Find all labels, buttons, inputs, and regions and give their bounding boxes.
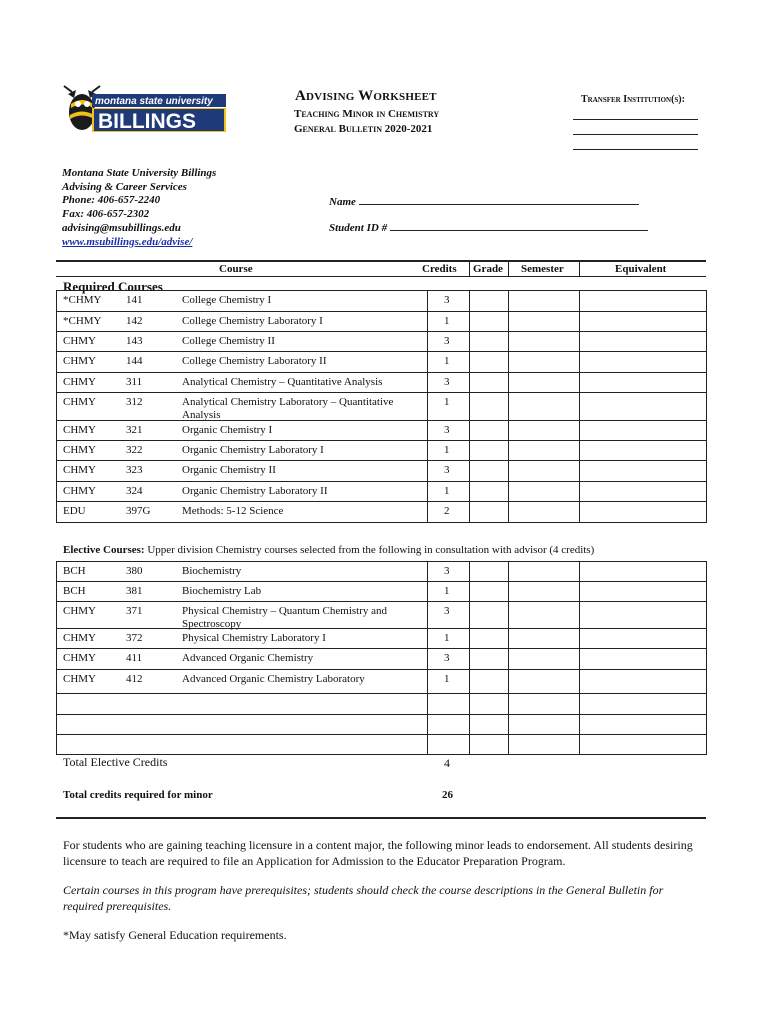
course-credits: 1 xyxy=(444,585,450,597)
course-number: 412 xyxy=(126,673,143,685)
header-divider xyxy=(469,262,470,277)
course-credits: 3 xyxy=(444,376,450,388)
equivalent-cell[interactable] xyxy=(579,601,707,629)
grade-cell[interactable] xyxy=(469,693,509,715)
course-credits: 1 xyxy=(444,485,450,497)
header-divider xyxy=(508,262,509,277)
column-header-grade: Grade xyxy=(473,263,503,275)
semester-cell[interactable] xyxy=(508,501,580,523)
semester-cell[interactable] xyxy=(508,420,580,441)
credits-cell xyxy=(427,693,470,715)
course-number: 381 xyxy=(126,585,143,597)
course-credits: 3 xyxy=(444,294,450,306)
course-number: 380 xyxy=(126,565,143,577)
course-credits: 3 xyxy=(444,424,450,436)
course-number: 144 xyxy=(126,355,143,367)
column-header-equivalent: Equivalent xyxy=(615,263,667,275)
course-number: 141 xyxy=(126,294,143,306)
course-title: Analytical Chemistry Laboratory – Quantitative Analysis xyxy=(182,396,394,421)
credits-cell xyxy=(427,734,470,755)
page-subtitle: Teaching Minor in Chemistry xyxy=(294,108,440,120)
total-elective-credits-value: 4 xyxy=(444,756,450,770)
licensure-note: For students who are gaining teaching licensure in a content major, the following minor leads to endorsement. All students desiring licensure to teach are required to file an Application for Admission to the Educator Preparation Program. xyxy=(63,838,693,868)
course-credits: 1 xyxy=(444,632,450,644)
grade-cell[interactable] xyxy=(469,372,509,393)
grade-cell[interactable] xyxy=(469,669,509,694)
course-prefix: BCH xyxy=(63,585,86,597)
equivalent-cell[interactable] xyxy=(579,351,707,373)
course-prefix: CHMY xyxy=(63,335,97,347)
equivalent-cell[interactable] xyxy=(579,648,707,670)
elective-courses-heading xyxy=(63,544,594,556)
semester-cell[interactable] xyxy=(508,460,580,482)
prerequisite-note: Certain courses in this program have prerequisites; students should check the course descriptions in the General Bulletin for required prerequisites. xyxy=(63,883,664,913)
advising-website-link[interactable]: www.msubillings.edu/advise/ xyxy=(62,235,193,248)
semester-cell[interactable] xyxy=(508,581,580,602)
bulletin-year: General Bulletin 2020-2021 xyxy=(294,123,433,135)
grade-cell[interactable] xyxy=(469,420,509,441)
semester-cell[interactable] xyxy=(508,648,580,670)
page-title: Advising Worksheet xyxy=(295,88,437,104)
elective-heading-label: Elective Courses: xyxy=(63,544,145,556)
course-title: Organic Chemistry Laboratory II xyxy=(182,485,328,497)
course-title: Physical Chemistry – Quantum Chemistry and Spectroscopy xyxy=(182,605,388,630)
transfer-institution-line[interactable] xyxy=(573,119,698,120)
course-cell xyxy=(56,693,428,715)
course-prefix: *CHMY xyxy=(63,315,102,327)
required-courses-heading: Required Courses xyxy=(63,279,163,294)
grade-cell[interactable] xyxy=(469,392,509,421)
course-prefix: CHMY xyxy=(63,424,97,436)
course-number: 321 xyxy=(126,424,143,436)
logo-line2: BILLINGS xyxy=(98,110,196,133)
course-title: Biochemistry xyxy=(182,565,242,577)
total-minor-credits-value: 26 xyxy=(442,789,453,801)
course-title: Analytical Chemistry – Quantitative Analysis xyxy=(182,376,383,388)
course-title: Organic Chemistry I xyxy=(182,424,273,436)
contact-block xyxy=(62,167,216,249)
course-number: 142 xyxy=(126,315,143,327)
transfer-institution-line[interactable] xyxy=(573,134,698,135)
equivalent-cell[interactable] xyxy=(579,628,707,649)
course-prefix: CHMY xyxy=(63,376,97,388)
grade-cell[interactable] xyxy=(469,714,509,735)
course-prefix: CHMY xyxy=(63,464,97,476)
course-title: College Chemistry Laboratory I xyxy=(182,315,323,327)
course-prefix: CHMY xyxy=(63,485,97,497)
course-number: 143 xyxy=(126,335,143,347)
course-number: 397G xyxy=(126,505,151,517)
course-number: 411 xyxy=(126,652,143,664)
gen-ed-footnote: *May satisfy General Education requirements. xyxy=(63,928,287,942)
course-number: 312 xyxy=(126,396,143,408)
grade-cell[interactable] xyxy=(469,581,509,602)
course-title: Organic Chemistry II xyxy=(182,464,276,476)
semester-cell[interactable] xyxy=(508,734,580,755)
grade-cell[interactable] xyxy=(469,290,509,312)
grade-cell[interactable] xyxy=(469,460,509,482)
contact-dept: Advising & Career Services xyxy=(62,180,187,193)
course-title: Organic Chemistry Laboratory I xyxy=(182,444,324,456)
course-number: 322 xyxy=(126,444,143,456)
grade-cell[interactable] xyxy=(469,628,509,649)
semester-cell[interactable] xyxy=(508,392,580,421)
transfer-institution-line[interactable] xyxy=(573,149,698,150)
grade-cell[interactable] xyxy=(469,561,509,582)
course-credits: 3 xyxy=(444,464,450,476)
course-title: Methods: 5-12 Science xyxy=(182,505,284,517)
name-label: Name xyxy=(329,196,356,208)
student-id-label: Student ID # xyxy=(329,222,388,234)
contact-fax: Fax: 406-657-2302 xyxy=(62,208,150,221)
grade-cell[interactable] xyxy=(469,351,509,373)
semester-cell[interactable] xyxy=(508,372,580,393)
grade-cell[interactable] xyxy=(469,311,509,332)
semester-cell[interactable] xyxy=(508,669,580,694)
logo-line1: montana state university xyxy=(95,96,213,107)
course-credits: 1 xyxy=(444,444,450,456)
grade-cell[interactable] xyxy=(469,601,509,629)
equivalent-cell[interactable] xyxy=(579,561,707,582)
credits-cell xyxy=(427,714,470,735)
course-prefix: BCH xyxy=(63,565,86,577)
university-logo xyxy=(62,82,230,140)
course-prefix: CHMY xyxy=(63,652,97,664)
contact-phone: Phone: 406-657-2240 xyxy=(62,194,161,207)
course-title: College Chemistry I xyxy=(182,294,272,306)
course-credits: 3 xyxy=(444,565,450,577)
course-prefix: CHMY xyxy=(63,444,97,456)
course-title: College Chemistry II xyxy=(182,335,275,347)
name-input-line[interactable] xyxy=(359,195,639,205)
grade-cell[interactable] xyxy=(469,481,509,502)
course-title: Advanced Organic Chemistry Laboratory xyxy=(182,673,365,685)
semester-cell[interactable] xyxy=(508,351,580,373)
course-number: 311 xyxy=(126,376,143,388)
semester-cell[interactable] xyxy=(508,628,580,649)
grade-cell[interactable] xyxy=(469,734,509,755)
semester-cell[interactable] xyxy=(508,481,580,502)
course-cell xyxy=(56,714,428,735)
course-credits: 3 xyxy=(444,652,450,664)
course-credits: 1 xyxy=(444,355,450,367)
semester-cell[interactable] xyxy=(508,290,580,312)
student-id-input-line[interactable] xyxy=(390,221,648,231)
semester-cell[interactable] xyxy=(508,714,580,735)
student-id-field xyxy=(329,221,648,234)
column-header-course: Course xyxy=(219,263,253,275)
semester-cell[interactable] xyxy=(508,561,580,582)
course-number: 323 xyxy=(126,464,143,476)
course-credits: 1 xyxy=(444,315,450,327)
column-header-semester: Semester xyxy=(521,263,564,275)
equivalent-cell[interactable] xyxy=(579,420,707,441)
column-header-credits: Credits xyxy=(422,263,457,275)
equivalent-cell[interactable] xyxy=(579,372,707,393)
equivalent-cell[interactable] xyxy=(579,501,707,523)
course-credits: 3 xyxy=(444,605,450,617)
total-minor-credits-label: Total credits required for minor xyxy=(63,789,213,801)
header-divider xyxy=(579,262,580,277)
course-number: 371 xyxy=(126,605,143,617)
course-title: College Chemistry Laboratory II xyxy=(182,355,327,367)
course-credits: 1 xyxy=(444,396,450,408)
equivalent-cell[interactable] xyxy=(579,311,707,332)
course-number: 372 xyxy=(126,632,143,644)
course-cell xyxy=(56,734,428,755)
equivalent-cell[interactable] xyxy=(579,581,707,602)
semester-cell[interactable] xyxy=(508,311,580,332)
equivalent-cell[interactable] xyxy=(579,481,707,502)
equivalent-cell[interactable] xyxy=(579,693,707,715)
course-title: Physical Chemistry Laboratory I xyxy=(182,632,326,644)
equivalent-cell[interactable] xyxy=(579,460,707,482)
course-credits: 2 xyxy=(444,505,450,517)
course-prefix: EDU xyxy=(63,505,86,517)
equivalent-cell[interactable] xyxy=(579,290,707,312)
equivalent-cell[interactable] xyxy=(579,331,707,352)
semester-cell[interactable] xyxy=(508,601,580,629)
contact-org: Montana State University Billings xyxy=(62,167,217,179)
course-prefix: CHMY xyxy=(63,605,97,617)
course-title: Advanced Organic Chemistry xyxy=(182,652,314,664)
elective-heading-description: Upper division Chemistry courses selected from the following in consultation with advisor (4 credits) xyxy=(144,544,595,556)
course-prefix: CHMY xyxy=(63,632,97,644)
semester-cell[interactable] xyxy=(508,331,580,352)
equivalent-cell[interactable] xyxy=(579,714,707,735)
transfer-institutions-label: Transfer Institution(s): xyxy=(581,94,685,105)
course-credits: 3 xyxy=(444,335,450,347)
equivalent-cell[interactable] xyxy=(579,440,707,461)
course-number: 324 xyxy=(126,485,143,497)
equivalent-cell[interactable] xyxy=(579,669,707,694)
course-prefix: CHMY xyxy=(63,396,97,408)
grade-cell[interactable] xyxy=(469,501,509,523)
semester-cell[interactable] xyxy=(508,693,580,715)
course-prefix: *CHMY xyxy=(63,294,102,306)
table-top-rule xyxy=(56,260,706,262)
equivalent-cell[interactable] xyxy=(579,392,707,421)
grade-cell[interactable] xyxy=(469,440,509,461)
section-divider xyxy=(56,817,706,819)
table-header-rule xyxy=(56,276,706,277)
name-field xyxy=(329,195,639,208)
course-prefix: CHMY xyxy=(63,355,97,367)
course-credits: 1 xyxy=(444,673,450,685)
course-prefix: CHMY xyxy=(63,673,97,685)
grade-cell[interactable] xyxy=(469,331,509,352)
total-elective-credits-label: Total Elective Credits xyxy=(63,755,168,769)
equivalent-cell[interactable] xyxy=(579,734,707,755)
grade-cell[interactable] xyxy=(469,648,509,670)
semester-cell[interactable] xyxy=(508,440,580,461)
contact-email: advising@msubillings.edu xyxy=(62,221,181,234)
course-title: Biochemistry Lab xyxy=(182,585,262,597)
